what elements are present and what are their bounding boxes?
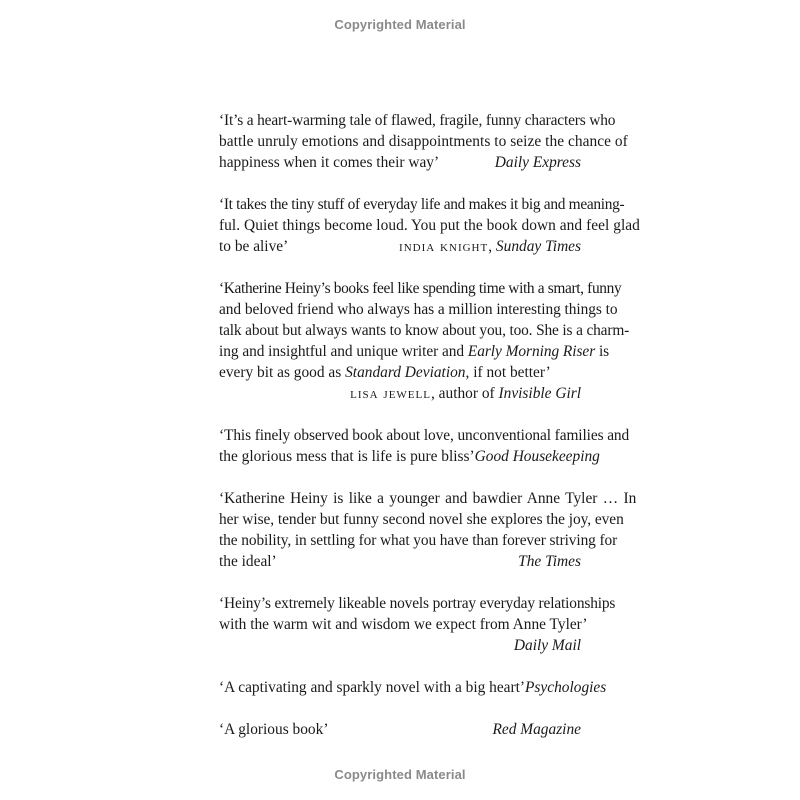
quote-line xyxy=(219,362,581,383)
quote-line: ‘Katherine Heiny’s books feel like spending time with a smart, funny xyxy=(219,280,622,297)
quote-source: Daily Express xyxy=(494,154,581,171)
quote-line: ‘A captivating and sparkly novel with a big heart’ xyxy=(219,679,526,696)
quote-source-separator: , xyxy=(488,238,496,255)
quote-source: Good Housekeeping xyxy=(474,448,600,465)
quote-line: happiness when it comes their way’ xyxy=(219,154,440,171)
quote-line: ful. Quiet things become loud. You put the book down and feel glad xyxy=(219,217,640,234)
quote-source-separator: , author of xyxy=(430,385,499,402)
quote-line: ‘Katherine Heiny is like a younger and bawdier Anne Tyler … In xyxy=(219,490,637,507)
quote-text: is xyxy=(595,343,610,360)
quote-source: The Times xyxy=(518,553,581,570)
quote-line: to be alive’ xyxy=(219,238,289,255)
quote-source xyxy=(350,383,581,404)
review-quote xyxy=(219,593,616,656)
quote-line: battle unruly emotions and disappointments to seize the chance of xyxy=(219,133,628,150)
quote-line: ‘Heiny’s extremely likeable novels portray everyday relationships xyxy=(219,595,616,612)
quote-line xyxy=(219,341,610,362)
quote-line: and beloved friend who always has a million interesting things to xyxy=(219,301,618,318)
review-quote xyxy=(219,677,607,698)
quote-source: Red Magazine xyxy=(492,721,581,738)
quote-text: ing and insightful and unique writer and xyxy=(219,343,468,360)
book-title: Standard Deviation xyxy=(345,364,466,381)
quote-source-book: Invisible Girl xyxy=(498,385,581,402)
copyright-watermark-bottom: Copyrighted Material xyxy=(334,767,466,782)
review-quote xyxy=(219,425,630,467)
copyright-watermark-top: Copyrighted Material xyxy=(334,17,466,32)
review-quote xyxy=(219,194,640,257)
book-title: Early Morning Riser xyxy=(467,343,596,360)
quote-line: her wise, tender but funny second novel she explores the joy, even xyxy=(219,511,624,528)
quote-source-author: lisa jewell xyxy=(350,385,431,402)
quote-source-author: india knight xyxy=(399,238,489,255)
quote-line: the glorious mess that is life is pure bliss’ xyxy=(219,448,475,465)
review-quotes xyxy=(219,110,640,761)
quote-line: ‘It takes the tiny stuff of everyday life and makes it big and meaning- xyxy=(219,196,625,213)
review-quote xyxy=(219,719,581,740)
review-quote xyxy=(219,278,630,404)
quote-source xyxy=(399,236,581,257)
quote-text: , if not better’ xyxy=(465,364,551,381)
quote-source: Psychologies xyxy=(525,679,607,696)
quote-source-publication: Sunday Times xyxy=(495,238,581,255)
quote-line: the ideal’ xyxy=(219,553,277,570)
quote-line: talk about but always wants to know about you, too. She is a charm- xyxy=(219,322,630,339)
review-quote xyxy=(219,110,628,173)
quote-line: ‘It’s a heart-warming tale of flawed, fragile, funny characters who xyxy=(219,112,616,129)
quote-line: ‘A glorious book’ xyxy=(219,721,329,738)
quote-text: every bit as good as xyxy=(219,364,346,381)
quote-source: Daily Mail xyxy=(513,637,581,654)
quote-line: the nobility, in settling for what you have than forever striving for xyxy=(219,532,618,549)
review-quote xyxy=(219,488,637,572)
quote-line: with the warm wit and wisdom we expect from Anne Tyler’ xyxy=(219,616,588,633)
quote-line: ‘This finely observed book about love, unconventional families and xyxy=(219,427,630,444)
